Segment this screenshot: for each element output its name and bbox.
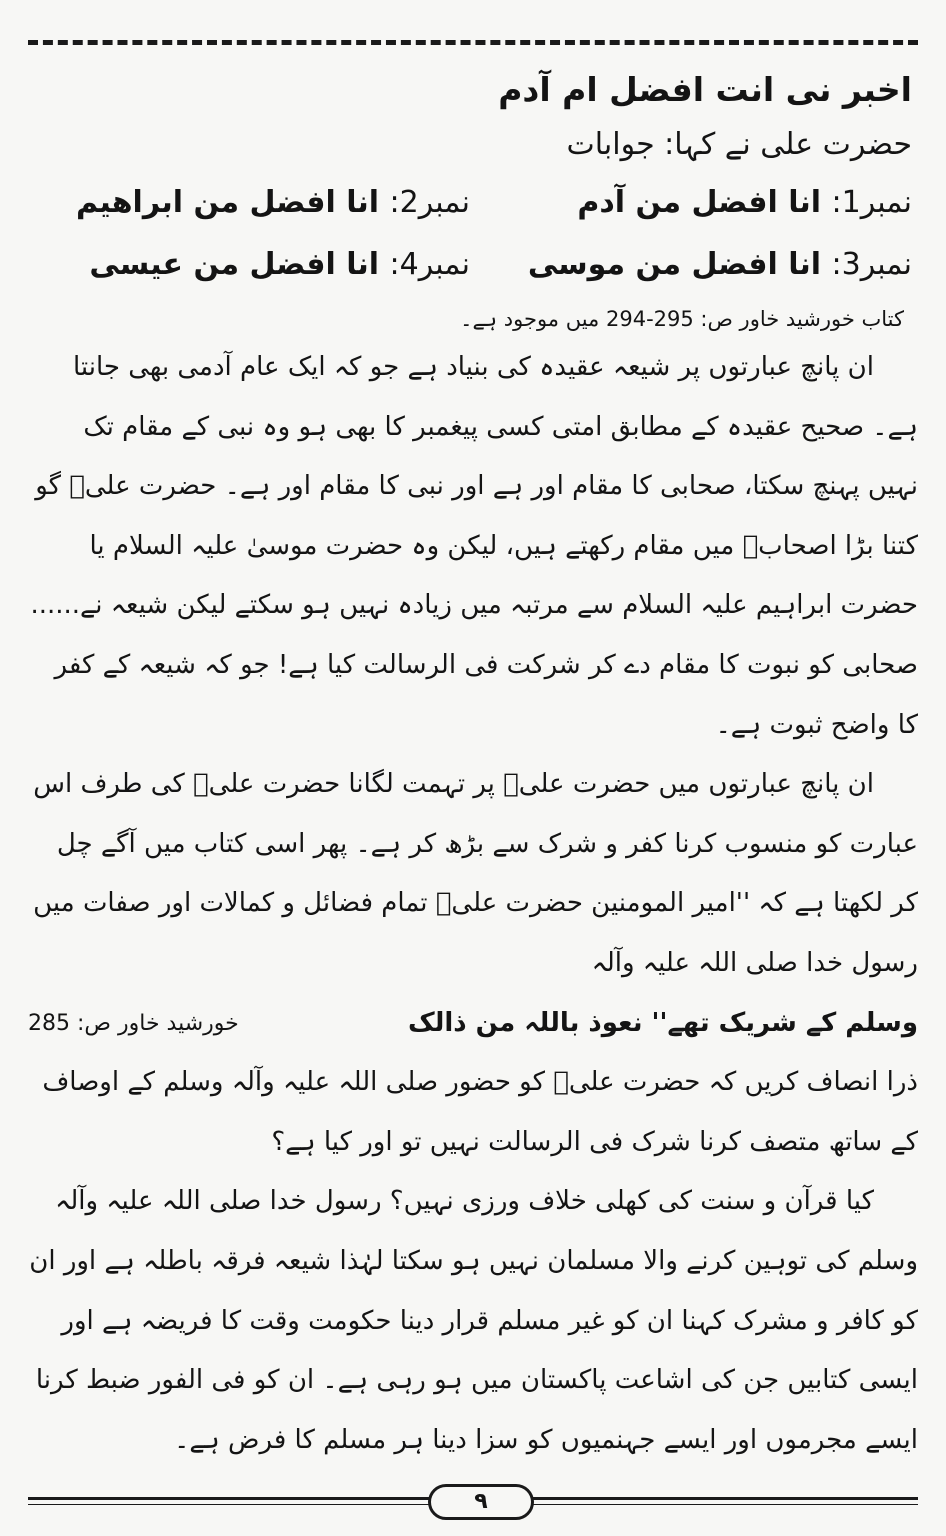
page-number: ۹	[428, 1484, 534, 1520]
book-reference-2: خورشید خاور ص: 285	[28, 1010, 239, 1036]
paragraph-2: ان پانچ عبارتوں میں حضرت علیؓ پر تہمت لگانا حضرت علیؓ کی طرف اس عبارت کو منسوب کرنا کفر و شرک سے بڑھ کر ہے۔ پھر اسی کتاب میں آگے چل کر لکھتا ہے کہ ''امیر المومنین حضرت علیؓ تمام فضائل و کمالات اور صفات میں رسول خدا صلی اللہ علیہ وآلہ	[33, 769, 918, 978]
quote-end-line	[28, 994, 918, 1054]
page-body	[28, 62, 918, 1470]
heading-line-2: حضرت علی نے کہا: جوابات	[566, 127, 912, 162]
paragraph-3: ذرا انصاف کریں کہ حضرت علیؓ کو حضور صلی اللہ علیہ وآلہ وسلم کے اوصاف کے ساتھ متصف کرنا شرک فی الرسالت نہیں تو اور کیا ہے؟	[42, 1067, 918, 1157]
answer-2: نمبر2: انا افضل من ابراهیم	[75, 185, 470, 220]
answer-1: نمبر1: انا افضل من آدم	[577, 185, 912, 220]
answer-4: نمبر4: انا افضل من عیسی	[89, 247, 470, 282]
quote-end: وسلم کے شریک تھے'' نعوذ باللہ من ذالک	[407, 1007, 918, 1038]
page-footer	[28, 1484, 918, 1518]
top-dashed-rule	[28, 40, 918, 45]
answer-3: نمبر3: انا افضل من موسی	[527, 247, 912, 282]
book-reference-1: کتاب خورشید خاور ص: 295-294 میں موجود ہے۔	[460, 307, 904, 331]
heading-line-1: اخبر نی انت افضل ام آدم	[498, 70, 912, 109]
paragraph-1: ان پانچ عبارتوں پر شیعہ عقیدہ کی بنیاد ہے جو کہ ایک عام آدمی بھی جانتا ہے۔ صحیح عقیدہ کے مطابق امتی کسی پیغمبر کا بھی ہو وہ نبی کے مقام تک نہیں پہنچ سکتا، صحابی کا مقام اور ہے اور نبی کا مقام اور ہے۔ حضرت علیؓ گو کتنا بڑا اصحابؓ میں مقام رکھتے ہیں، لیکن وہ حضرت موسیٰ علیہ السلام یا حضرت ابراہیم علیہ السلام سے مرتبہ میں زیادہ نہیں ہو سکتے لیکن شیعہ نے...... صحابی کو نبوت کا مقام دے کر شرکت فی الرسالت کیا ہے! جو کہ شیعہ کے کفر کا واضح ثبوت ہے۔	[30, 352, 918, 740]
answers-row-2	[28, 234, 912, 296]
paragraph-4: کیا قرآن و سنت کی کھلی خلاف ورزی نہیں؟ رسول خدا صلی اللہ علیہ وآلہ وسلم کی توہین کرنے والا مسلمان نہیں ہو سکتا لہٰذا شیعہ فرقہ باطلہ ہے اور ان کو کافر و مشرک کہنا ان کو غیر مسلم قرار دینا حکومت وقت کا فریضہ ہے اور ایسی کتابیں جن کی اشاعت پاکستان میں ہو رہی ہے۔ ان کو فی الفور ضبط کرنا ایسے مجرموں اور ایسے جہنمیوں کو سزا دینا ہر مسلم کا فرض ہے۔	[29, 1186, 918, 1455]
answers-row-1	[28, 172, 912, 234]
